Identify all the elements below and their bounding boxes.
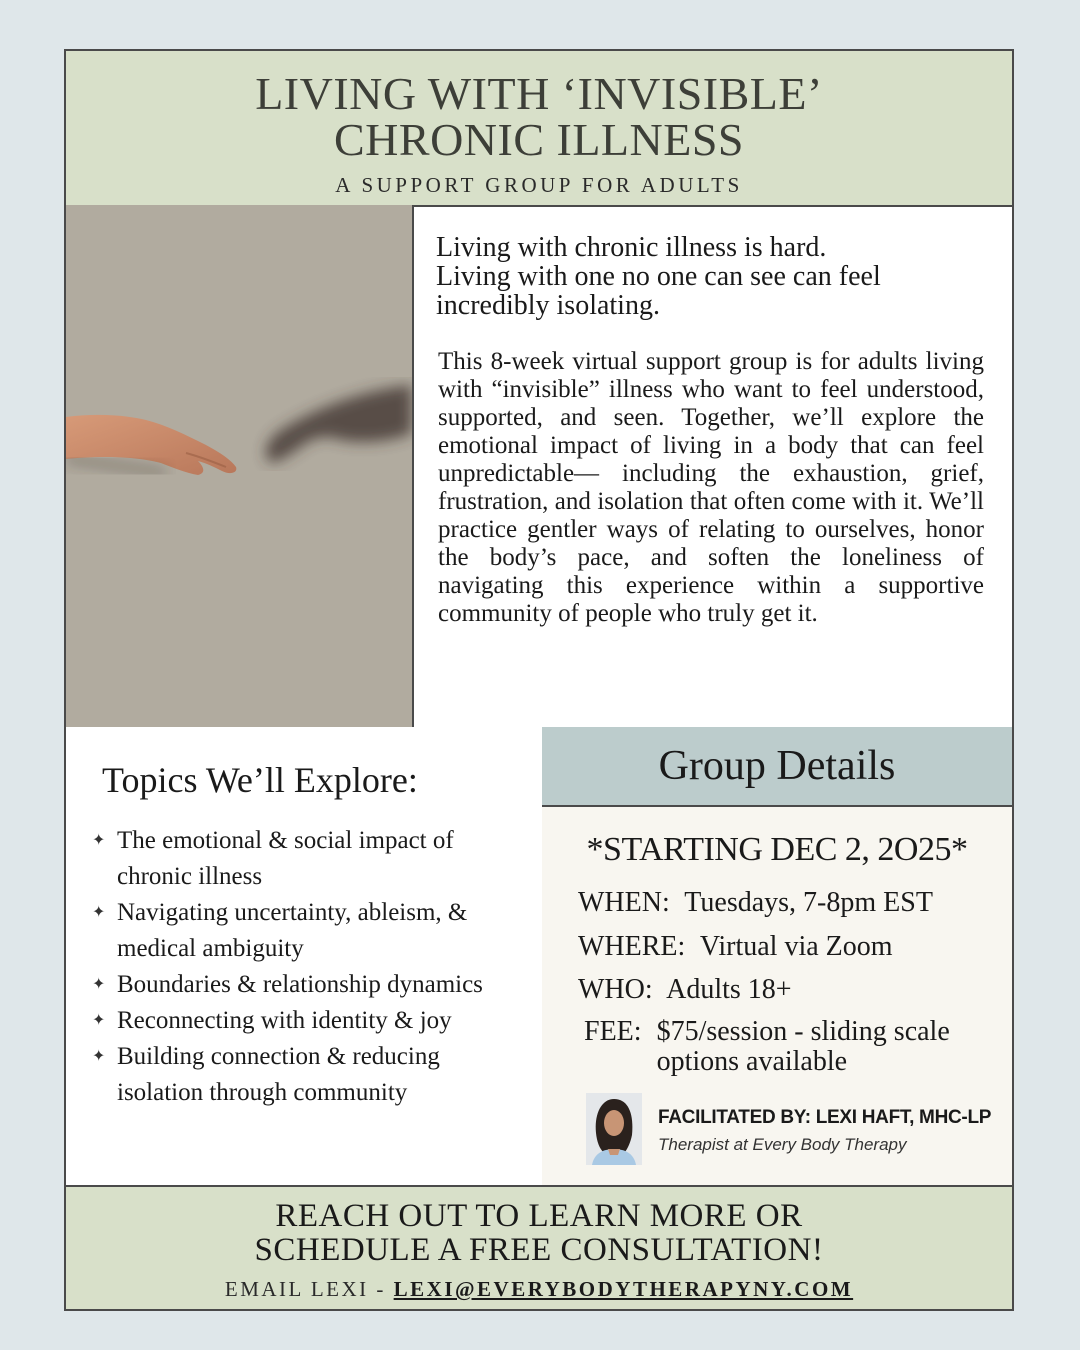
facilitator [586, 1093, 1006, 1167]
flyer-card [64, 49, 1014, 1311]
topic-text: Boundaries & relationship dynamics [117, 971, 483, 998]
topic-item [92, 1003, 512, 1039]
email-link[interactable]: LEXI@EVERYBODYTHERAPYNY.COM [393, 1277, 854, 1301]
four-point-star-icon: ✦ [92, 832, 106, 849]
details-header [542, 727, 1012, 807]
who-row [578, 974, 792, 1006]
facilitator-name: FACILITATED BY: LEXI HAFT, MHC-LP [658, 1107, 992, 1128]
topic-item [92, 823, 512, 895]
call-to-action [66, 1187, 1012, 1267]
details-heading: Group Details [658, 743, 896, 789]
page-title [66, 51, 1012, 163]
topic-text: Navigating uncertainty, ableism, & medical ambiguity [117, 899, 468, 962]
topic-text: The emotional & social impact of chronic illness [117, 827, 454, 890]
description-text: This 8-week virtual support group is for adults living with “invisible” illness who want to feel understood, supported, and seen. Together, we’ll explore the emotional impact of living in a body that can feel unpredictable— including the exhaustion, grief, frustration, and isolation that often come with it. We’ll practice gentler ways of relating to ourselves, honor the body’s pace, and soften the loneliness of navigating this experience within a supportive community of people who truly get it. [438, 348, 984, 627]
four-point-star-icon: ✦ [92, 976, 106, 993]
who-value: Adults 18+ [666, 974, 792, 1005]
when-value: Tuesdays, 7-8pm EST [684, 887, 933, 918]
intro-line-2: Living with one no one can see can feel incredibly isolating. [436, 261, 881, 321]
title-line-2: CHRONIC ILLNESS [333, 114, 745, 165]
details-section [542, 807, 1012, 1185]
topic-item [92, 1039, 512, 1111]
hands-photo [66, 205, 414, 727]
fee-row [584, 1017, 977, 1077]
when-label: WHEN: [578, 887, 670, 918]
topic-item [92, 895, 512, 967]
flyer-header [66, 51, 1012, 207]
topic-item [92, 967, 512, 1003]
intro-text [436, 233, 981, 320]
fee-value: $75/session - sliding scale options available [656, 1016, 950, 1077]
four-point-star-icon: ✦ [92, 904, 106, 921]
footer [66, 1185, 1012, 1309]
facilitator-portrait [586, 1093, 642, 1165]
cta-line-2: SCHEDULE A FREE CONSULTATION! [254, 1232, 824, 1268]
facilitator-role: Therapist at Every Body Therapy [658, 1135, 907, 1154]
four-point-star-icon: ✦ [92, 1048, 106, 1065]
topics-heading: Topics We’ll Explore: [102, 760, 418, 800]
where-row [578, 931, 893, 963]
fee-label: FEE: [584, 1016, 642, 1047]
avatar [586, 1093, 642, 1165]
who-label: WHO: [578, 974, 653, 1005]
topic-text: Reconnecting with identity & joy [117, 1007, 452, 1034]
start-date: *STARTING DEC 2, 2O25* [586, 831, 968, 868]
intro-line-1: Living with chronic illness is hard. [436, 232, 827, 263]
description [438, 348, 984, 628]
title-line-1: LIVING WITH ‘INVISIBLE’ [255, 68, 823, 119]
subtitle: A SUPPORT GROUP FOR ADULTS [335, 173, 743, 197]
topics-list [92, 823, 512, 1111]
four-point-star-icon: ✦ [92, 1012, 106, 1029]
when-row [578, 887, 933, 919]
hero-section [66, 205, 1012, 729]
where-value: Virtual via Zoom [699, 931, 893, 962]
where-label: WHERE: [578, 931, 686, 962]
hands-illustration [66, 205, 412, 727]
topics-section [66, 727, 544, 1185]
topic-text: Building connection & reducing isolation through community [117, 1043, 440, 1106]
cta-line-1: REACH OUT TO LEARN MORE OR [275, 1198, 803, 1234]
email-line [66, 1277, 1012, 1302]
email-label: EMAIL LEXI - [224, 1277, 394, 1301]
